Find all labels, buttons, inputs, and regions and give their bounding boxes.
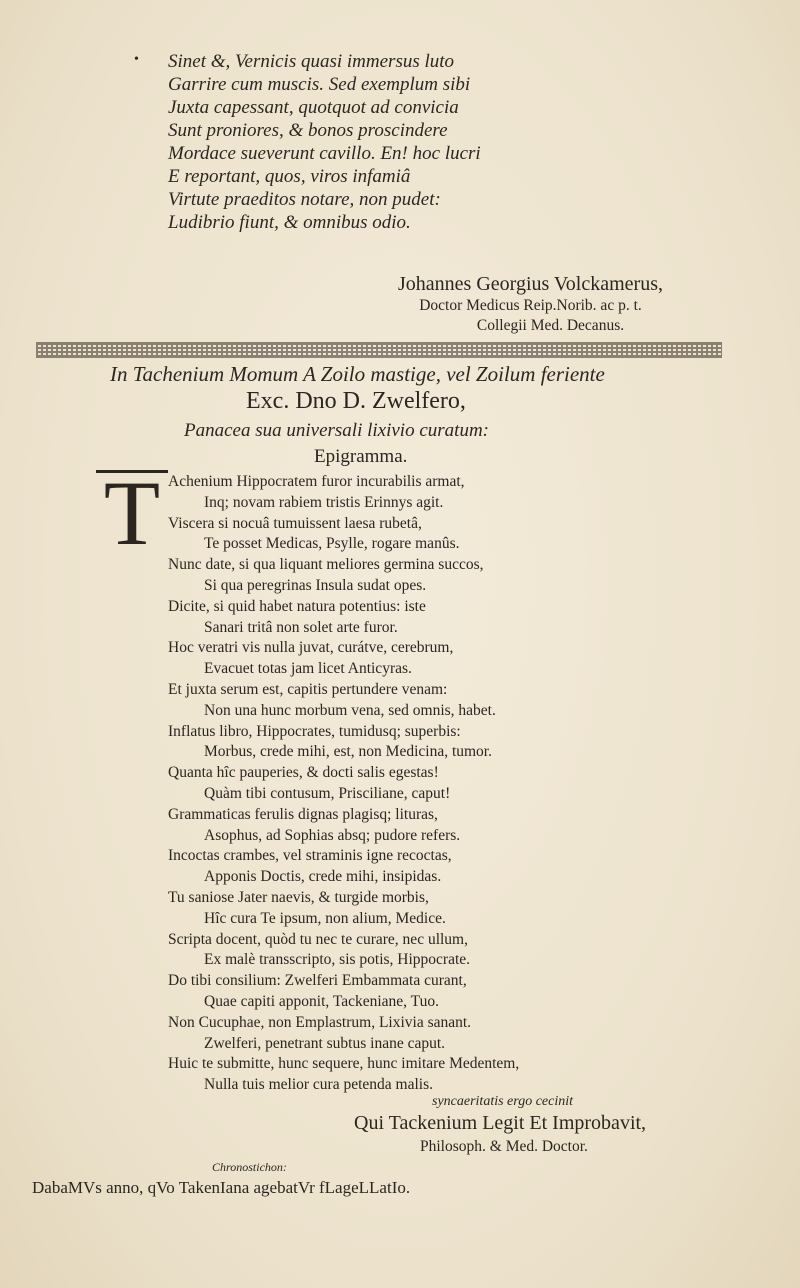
verse-line: Inq; novam rabiem tristis Erinnys agit. [204,493,444,511]
verse-line: Nulla tuis melior cura petenda malis. [204,1076,433,1094]
poem-verses-top [168,50,481,234]
signature-acrostic: Qui Tackenium Legit Et Improbavit, [354,1112,647,1134]
signature-name: Johannes Georgius Volckamerus, [398,273,663,295]
verse-line: Ludibrio fiunt, & omnibus odio. [168,212,411,233]
verse-line: Garrire cum muscis. Sed exemplum sibi [168,74,471,95]
verse-line: Grammaticas ferulis dignas plagisq; lituras, [168,805,438,823]
verse-line: Hoc veratri vis nulla juvat, curátve, cerebrum, [168,639,454,657]
signature-volckamerus [398,272,663,336]
verse-line: E reportant, quos, viros infamiâ [168,166,411,187]
verse-line: Mordace sueverunt cavillo. En! hoc lucri [168,143,481,164]
verse-line: Viscera si nocuâ tumuissent laesa rubetâ, [168,514,422,532]
verse-line: Asophus, ad Sophias absq; pudore refers. [204,826,461,844]
verse-line: Sanari tritâ non solet arte furor. [204,618,398,636]
verse-line: Nunc date, si qua liquant meliores germina succos, [168,556,484,574]
epigram-verses [168,472,519,1096]
verse-line: Quae capiti apponit, Tackeniane, Tuo. [204,992,439,1010]
verse-line: Et juxta serum est, capitis pertundere venam: [168,680,448,698]
verse-line: Si qua peregrinas Insula sudat opes. [204,576,427,594]
verse-line: Ex malè transscripto, sis potis, Hippocrate. [204,951,471,969]
verse-line: Huic te submitte, hunc sequere, hunc imitare Medentem, [168,1055,520,1073]
verse-line: Do tibi consilium: Zwelferi Embammata curant, [168,972,467,990]
signature-role: Doctor Medicus Reip.Norib. ac p. t. [419,297,642,314]
verse-line: Hîc cura Te ipsum, non alium, Medice. [204,909,446,927]
verse-line: Quàm tibi contusum, Prisciliane, caput! [204,784,451,802]
verse-line: Incoctas crambes, vel straminis igne recoctas, [168,847,452,865]
verse-line: Virtute praeditos notare, non pudet: [168,189,441,210]
epigram-heading-line: Panacea sua universali lixivio curatum: [184,420,489,441]
verse-line: Morbus, crede mihi, est, non Medicina, tumor. [204,743,492,761]
verse-line: Zwelferi, penetrant subtus inane caput. [204,1034,446,1052]
dedication-line: syncaeritatis ergo cecinit [432,1094,573,1109]
ornamental-divider [36,342,722,358]
verse-line: Quanta hîc pauperies, & docti salis egestas! [168,764,439,782]
drop-cap: T [96,470,168,553]
verse-line: Evacuet totas jam licet Anticyras. [204,660,412,678]
chronostichon-label: Chronostichon: [212,1160,287,1174]
epigram-heading-line: In Tachenium Momum A Zoilo mastige, vel Zoilum feriente [110,362,605,386]
epigram-heading-line: Exc. Dno D. Zwelfero, [246,388,466,414]
verse-line: Sunt proniores, & bonos proscindere [168,120,448,141]
verse-line: Scripta docent, quòd tu nec te curare, nec ullum, [168,930,468,948]
verse-line: Non Cucuphae, non Emplastrum, Lixivia sanant. [168,1013,472,1031]
verse-line: Juxta capessant, quotquot ad convicia [168,97,459,118]
verse-line: Inflatus libro, Hippocrates, tumidusq; superbis: [168,722,461,740]
verse-line: Non una hunc morbum vena, sed omnis, habet. [204,701,496,719]
signature-title: Philosoph. & Med. Doctor. [420,1138,588,1155]
verse-line: Te posset Medicas, Psylle, rogare manûs. [204,535,460,553]
verse-line: Achenium Hippocratem furor incurabilis armat, [168,473,465,490]
epigram-title: Epigramma. [314,446,408,467]
chronostichon-text: DabaMVs anno, qVo TakenIana agebatVr fLageLLatIo. [32,1178,411,1197]
verse-line: Sinet &, Vernicis quasi immersus luto [168,51,455,72]
signature-role: Collegii Med. Decanus. [476,317,625,334]
verse-line: Dicite, si quid habet natura potentius: iste [168,597,426,615]
bullet-mark: • [134,52,139,67]
verse-line: Apponis Doctis, crede mihi, insipidas. [204,868,442,886]
verse-line: Tu saniose Jater naevis, & turgide morbis, [168,888,429,906]
